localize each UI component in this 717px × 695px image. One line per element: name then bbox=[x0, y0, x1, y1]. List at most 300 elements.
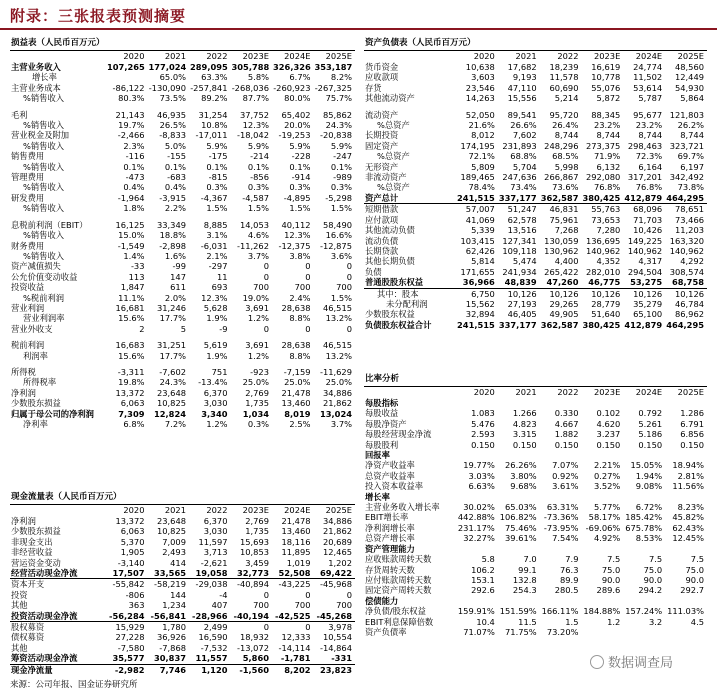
table-cell: 8.8% bbox=[289, 350, 311, 361]
table-row bbox=[364, 162, 707, 172]
table-cell: 2.3% bbox=[123, 140, 145, 151]
table-cell: 3.52% bbox=[593, 481, 621, 492]
table-cell: 65,402 bbox=[281, 109, 311, 120]
table-cell: 95,720 bbox=[549, 109, 579, 120]
table-cell: 289.6 bbox=[596, 585, 621, 596]
table-cell: 16,683 bbox=[115, 340, 145, 351]
table-row bbox=[10, 388, 355, 398]
table-cell: -14,114 bbox=[278, 642, 311, 653]
table-cell: -815 bbox=[208, 172, 228, 183]
table-cell: 5,628 bbox=[203, 302, 228, 313]
table-cell: 27,193 bbox=[507, 298, 537, 309]
table-cell: 8,202 bbox=[284, 664, 311, 675]
table-cell: 89.9 bbox=[560, 574, 579, 585]
table-cell: 0.3% bbox=[289, 182, 311, 193]
table-cell: 15,693 bbox=[239, 536, 269, 547]
table-cell: 363 bbox=[128, 600, 145, 611]
row-label: 普通股股东权益 bbox=[364, 277, 456, 288]
table-cell: 86,962 bbox=[674, 309, 704, 320]
table-cell: 6.791 bbox=[680, 418, 704, 429]
table-cell bbox=[581, 627, 623, 637]
table-cell: -13,072 bbox=[236, 642, 269, 653]
table-cell: -18,042 bbox=[236, 130, 269, 141]
row-label: 长期贷款 bbox=[365, 245, 399, 256]
table-cell: -214 bbox=[250, 151, 269, 162]
table-cell: 31,246 bbox=[156, 302, 186, 313]
table-cell: 57,007 bbox=[465, 204, 495, 215]
table-row bbox=[364, 93, 707, 103]
row-label: 净利润 bbox=[11, 516, 36, 526]
table-cell: 19,058 bbox=[189, 568, 231, 579]
table-cell: 12.3% bbox=[284, 230, 311, 241]
row-label: %销售收入 bbox=[23, 120, 65, 131]
table-cell: 21,862 bbox=[322, 526, 352, 537]
table-cell: -331 bbox=[314, 653, 356, 664]
row-label: 存货周转天数 bbox=[365, 564, 415, 575]
table-cell: 1.9% bbox=[206, 350, 228, 361]
table-cell: 11,895 bbox=[281, 547, 311, 558]
table-cell: 80.3% bbox=[118, 93, 145, 104]
table-cell: 140,962 bbox=[586, 245, 621, 256]
table-cell: 7,602 bbox=[512, 130, 537, 141]
table-cell: 8,885 bbox=[203, 219, 228, 230]
table-cell: 23,648 bbox=[156, 387, 186, 398]
table-cell: 693 bbox=[211, 282, 228, 293]
table-cell: 11,502 bbox=[633, 72, 663, 83]
row-label: 应收账款周转天数 bbox=[365, 554, 432, 565]
table-row bbox=[364, 288, 707, 299]
table-cell: 5.9% bbox=[206, 140, 228, 151]
table-row bbox=[10, 193, 355, 203]
table-header-row bbox=[364, 373, 707, 387]
table-cell bbox=[581, 544, 623, 554]
table-cell: 3,713 bbox=[203, 547, 228, 558]
table-cell: 5.476 bbox=[471, 418, 495, 429]
table-cell: 151.59% bbox=[499, 606, 537, 617]
table-cell: 3.2 bbox=[648, 616, 663, 627]
table-cell: 16,619 bbox=[591, 62, 621, 72]
table-row bbox=[364, 62, 707, 72]
row-label: 股权募资 bbox=[11, 622, 45, 633]
table-cell: -2,898 bbox=[159, 240, 186, 251]
table-cell: 53,614 bbox=[633, 82, 663, 93]
row-label: 税前利润 bbox=[11, 340, 45, 351]
table-row bbox=[10, 303, 355, 313]
table-cell: 1,847 bbox=[120, 282, 145, 293]
table-row bbox=[10, 409, 355, 419]
table-cell: 8,019 bbox=[284, 408, 311, 419]
table-row bbox=[364, 492, 707, 502]
table-cell: -257,841 bbox=[190, 82, 228, 93]
table-cell: 6,750 bbox=[471, 288, 495, 299]
table-cell bbox=[581, 450, 623, 460]
table-cell: 18,239 bbox=[549, 62, 579, 72]
table-cell: 3.03% bbox=[468, 470, 495, 481]
row-label: 净利率 bbox=[23, 419, 48, 429]
table-cell: 337,177 bbox=[498, 193, 540, 204]
table-row bbox=[10, 579, 355, 590]
table-row bbox=[364, 83, 707, 93]
table-cell: -56,841 bbox=[148, 611, 190, 622]
table-cell: 9.68% bbox=[510, 481, 537, 492]
row-label: 净负债/股东权益 bbox=[365, 606, 426, 617]
table-cell: 109,118 bbox=[502, 245, 537, 256]
table-cell: 85,862 bbox=[322, 109, 352, 120]
table-cell: 12.3% bbox=[242, 120, 269, 131]
table-cell: 9.08% bbox=[635, 481, 663, 492]
table-cell: 3.8% bbox=[289, 250, 311, 261]
table-cell: -6,031 bbox=[200, 240, 228, 251]
table-cell: -7,159 bbox=[283, 366, 311, 377]
table-cell: 5,998 bbox=[554, 161, 579, 172]
table-cell: 19.8% bbox=[118, 377, 145, 388]
table-cell: -56,284 bbox=[106, 611, 148, 622]
table-cell: 37,752 bbox=[239, 109, 269, 120]
table-cell: 69.7% bbox=[677, 151, 704, 162]
table-cell: 1.94% bbox=[635, 470, 663, 481]
table-cell: 25.0% bbox=[242, 377, 269, 388]
table-cell: 0.330 bbox=[554, 408, 579, 419]
table-cell: 611 bbox=[170, 282, 186, 293]
table-cell: 0 bbox=[346, 271, 352, 282]
row-label: 其中：股本 bbox=[377, 288, 419, 299]
table-cell bbox=[581, 596, 623, 606]
table-cell: 72.1% bbox=[468, 151, 495, 162]
table-cell: 15.05% bbox=[630, 460, 663, 471]
table-cell: 75.46% bbox=[505, 522, 537, 533]
table-cell: 14,263 bbox=[465, 93, 495, 104]
table-cell: 48,839 bbox=[498, 277, 540, 288]
table-cell: 280.5 bbox=[554, 585, 579, 596]
table-cell: 147 bbox=[170, 271, 186, 282]
table-cell: 0 bbox=[305, 323, 311, 334]
row-label: 净利润增长率 bbox=[365, 522, 415, 533]
row-label: 总资产增长率 bbox=[365, 533, 415, 544]
row-label: 投资收益 bbox=[11, 282, 45, 293]
table-cell: -7,602 bbox=[159, 366, 186, 377]
table-cell: 294,504 bbox=[627, 266, 663, 277]
table-row bbox=[364, 256, 707, 266]
table-row bbox=[10, 151, 355, 161]
row-label: 短期借款 bbox=[365, 204, 399, 215]
table-cell: 5,704 bbox=[512, 161, 537, 172]
table-cell: 28,638 bbox=[281, 302, 311, 313]
row-label: 流动资产 bbox=[365, 109, 399, 120]
table-row bbox=[364, 267, 707, 277]
table-cell: 6,197 bbox=[680, 161, 704, 172]
table-cell: 2 bbox=[139, 323, 145, 334]
table-cell bbox=[623, 398, 665, 408]
table-cell: -267,325 bbox=[314, 82, 352, 93]
table-cell: -4,587 bbox=[242, 192, 269, 203]
table-cell: 71.75% bbox=[505, 626, 537, 637]
row-label: 固定资产 bbox=[365, 140, 399, 151]
row-label: %销售收入 bbox=[23, 250, 65, 261]
table-cell: 31,254 bbox=[198, 109, 228, 120]
table-cell: 18,932 bbox=[239, 632, 269, 643]
table-cell: 5.261 bbox=[638, 418, 663, 429]
table-cell: -42,525 bbox=[272, 611, 314, 622]
table-cell: 7,280 bbox=[596, 225, 621, 236]
table-title: 损益表（人民币百万元） bbox=[10, 37, 355, 51]
table-row bbox=[10, 130, 355, 140]
table-cell: 1.6% bbox=[164, 250, 186, 261]
table-row bbox=[10, 600, 355, 610]
table-cell: 2.21% bbox=[593, 460, 621, 471]
table-row bbox=[10, 261, 355, 271]
row-label: 少数股东权益 bbox=[365, 309, 415, 320]
watermark-text: 数据调查局 bbox=[608, 656, 674, 671]
table-cell: 7.0 bbox=[523, 554, 537, 565]
table-cell: 80.0% bbox=[284, 93, 311, 104]
table-cell: 3.80% bbox=[510, 470, 537, 481]
table-cell: 23,648 bbox=[156, 516, 186, 526]
row-label: 每股收益 bbox=[365, 408, 399, 419]
table-row bbox=[10, 526, 355, 536]
table-cell: 6.72% bbox=[635, 502, 663, 513]
table-row bbox=[364, 450, 707, 460]
table-cell: 5.77% bbox=[593, 502, 621, 513]
table-cell: 36,926 bbox=[156, 632, 186, 643]
table-cell: 4.620 bbox=[596, 418, 621, 429]
table-cell: 0 bbox=[263, 271, 269, 282]
table-cell: 136,695 bbox=[586, 235, 621, 246]
table-cell: 2.2% bbox=[164, 203, 186, 214]
row-label: 所得税 bbox=[11, 366, 36, 377]
table-cell bbox=[498, 492, 540, 502]
row-label: 其他 bbox=[11, 600, 28, 611]
page-title: 附录：三张报表预测摘要 bbox=[10, 7, 187, 25]
table-cell: 412,879 bbox=[624, 319, 663, 330]
table-row bbox=[10, 110, 355, 120]
row-label: 应收款项 bbox=[365, 72, 399, 83]
table-row bbox=[10, 367, 355, 377]
table-cell: 62,426 bbox=[465, 245, 495, 256]
table-row bbox=[10, 93, 355, 103]
table-cell: 0.150 bbox=[638, 439, 663, 450]
source-note: 来源：公司年报、国金证券研究所 bbox=[10, 680, 138, 690]
table-cell: 39.61% bbox=[505, 533, 537, 544]
table-cell: 111.03% bbox=[667, 606, 704, 617]
table-cell: 10,778 bbox=[591, 72, 621, 83]
table-cell: 58,490 bbox=[322, 219, 352, 230]
table-cell: 34,886 bbox=[322, 387, 352, 398]
table-cell: -3,915 bbox=[159, 192, 186, 203]
table-row bbox=[364, 575, 707, 585]
table-cell: 292,080 bbox=[586, 172, 621, 183]
table-cell: 121,803 bbox=[669, 109, 704, 120]
table-row bbox=[10, 203, 355, 213]
table-cell: 189,465 bbox=[460, 172, 495, 183]
table-cell: 159.91% bbox=[457, 606, 495, 617]
table-cell: 1,234 bbox=[162, 600, 186, 611]
row-label: 营业利润率 bbox=[23, 313, 65, 324]
table-row bbox=[10, 120, 355, 130]
row-label: 研发费用 bbox=[11, 192, 45, 203]
column-header: 2021 bbox=[164, 505, 186, 515]
table-cell: 8.23% bbox=[677, 502, 704, 513]
table-cell: 16,590 bbox=[198, 632, 228, 643]
table-cell: 0.1% bbox=[206, 161, 228, 172]
table-cell: 675.78% bbox=[625, 522, 663, 533]
table-cell: -5,298 bbox=[325, 192, 352, 203]
table-cell bbox=[456, 596, 498, 606]
table-cell: 26.5% bbox=[159, 120, 186, 131]
table-cell: 10.8% bbox=[201, 120, 228, 131]
table-header-row bbox=[364, 37, 707, 51]
table-row bbox=[364, 523, 707, 533]
table-cell: -473 bbox=[125, 172, 145, 183]
table-cell: 5 bbox=[180, 323, 186, 334]
table-cell: 3,459 bbox=[245, 557, 269, 568]
table-cell: -7,868 bbox=[159, 642, 186, 653]
table-cell: 4,400 bbox=[554, 256, 579, 267]
table-cell: 65.03% bbox=[505, 502, 537, 513]
table-cell: 0 bbox=[263, 589, 269, 600]
table-cell: 26.4% bbox=[552, 120, 579, 131]
table-cell: 4,352 bbox=[596, 256, 621, 267]
table-row bbox=[364, 481, 707, 491]
table-cell: 751 bbox=[211, 366, 228, 377]
table-row bbox=[364, 408, 707, 418]
table-cell: 248,296 bbox=[544, 140, 579, 151]
row-label: 资本开支 bbox=[11, 579, 45, 590]
table-cell: 8,012 bbox=[471, 130, 495, 141]
table-cell: 34,886 bbox=[322, 516, 352, 526]
table-cell: -7,532 bbox=[200, 642, 228, 653]
table-cell: 0.792 bbox=[638, 408, 663, 419]
column-header: 2020 bbox=[473, 51, 495, 61]
table-cell: 11.56% bbox=[672, 481, 704, 492]
table-cell: 308,574 bbox=[669, 266, 704, 277]
table-cell: 282,010 bbox=[586, 266, 621, 277]
column-header: 2020 bbox=[473, 387, 495, 397]
column-header: 2021 bbox=[164, 51, 186, 61]
column-header: 2024E bbox=[635, 51, 663, 61]
table-cell: 68,758 bbox=[665, 277, 707, 288]
table-cell: 49,905 bbox=[549, 309, 579, 320]
table-cell: -13.4% bbox=[198, 377, 228, 388]
row-label: %总资产 bbox=[377, 182, 410, 193]
row-label: 货币资金 bbox=[365, 62, 399, 72]
table-cell: 21,862 bbox=[322, 398, 352, 409]
table-cell: 21.6% bbox=[468, 120, 495, 131]
table-cell: -989 bbox=[333, 172, 352, 183]
table-cell: 7,309 bbox=[118, 408, 145, 419]
table-cell: 11,203 bbox=[674, 225, 704, 236]
table-title: 现金流量表（人民币百万元） bbox=[10, 491, 355, 505]
table-cell: 90.0 bbox=[685, 574, 704, 585]
table-row bbox=[364, 617, 707, 627]
table-cell: 317,201 bbox=[627, 172, 663, 183]
row-label: 每股经营现金净流 bbox=[365, 429, 432, 440]
table-cell: 0.150 bbox=[471, 439, 495, 450]
table-cell: 5,474 bbox=[512, 256, 537, 267]
table-cell: 7,009 bbox=[162, 536, 186, 547]
table-cell: -914 bbox=[291, 172, 311, 183]
table-cell: 35,279 bbox=[633, 298, 663, 309]
row-label: 增长率 bbox=[32, 72, 57, 83]
table-cell: 4.5 bbox=[690, 616, 704, 627]
table-cell: 0.4% bbox=[123, 182, 145, 193]
table-cell: -1,560 bbox=[239, 664, 269, 675]
table-cell bbox=[456, 544, 498, 554]
table-cell: 13.2% bbox=[325, 313, 352, 324]
table-cell: 1,905 bbox=[120, 547, 145, 558]
table-cell: 32,894 bbox=[465, 309, 495, 320]
table-cell: 75.0 bbox=[601, 564, 621, 575]
table-cell: -12,375 bbox=[278, 240, 311, 251]
table-cell bbox=[456, 492, 498, 502]
column-header: 2023E bbox=[593, 387, 621, 397]
table-cell: 5,872 bbox=[596, 93, 621, 104]
table-cell: 5.8 bbox=[481, 554, 495, 565]
table-cell: 15.0% bbox=[118, 230, 145, 241]
table-cell: 113 bbox=[128, 271, 145, 282]
table-cell: 76.8% bbox=[593, 182, 621, 193]
table-cell: 29,265 bbox=[549, 298, 579, 309]
table-cell: 292.6 bbox=[471, 585, 495, 596]
table-cell: 1.2% bbox=[247, 313, 269, 324]
table-cell: 45.82% bbox=[672, 512, 704, 523]
table-cell: 2.593 bbox=[471, 429, 495, 440]
table-row bbox=[10, 547, 355, 557]
table-cell: 106.2 bbox=[471, 564, 495, 575]
table-cell: 16.6% bbox=[325, 230, 352, 241]
table-cell: 5,370 bbox=[120, 536, 145, 547]
table-row bbox=[364, 320, 707, 330]
table-row bbox=[10, 611, 355, 622]
table-cell: 0.150 bbox=[512, 439, 537, 450]
table-cell: 464,295 bbox=[665, 193, 707, 204]
table-cell: 75.0 bbox=[685, 564, 704, 575]
table-cell: 0.150 bbox=[680, 439, 704, 450]
table-cell: 700 bbox=[253, 600, 269, 611]
table-cell: 3.6% bbox=[330, 250, 352, 261]
table-cell: 241,934 bbox=[502, 266, 537, 277]
row-label: 债权募资 bbox=[11, 632, 45, 643]
column-header: 2022 bbox=[557, 51, 579, 61]
table-cell: 8.8% bbox=[289, 313, 311, 324]
table-cell: 46,935 bbox=[156, 109, 186, 120]
row-label: 投资活动现金净流 bbox=[10, 611, 106, 622]
row-label: 偿债能力 bbox=[365, 595, 399, 606]
table-cell: 76.3 bbox=[560, 564, 579, 575]
table-cell: 90.0 bbox=[601, 574, 621, 585]
table-cell: 700 bbox=[336, 600, 352, 611]
table-cell: 19.0% bbox=[242, 292, 269, 303]
table-cell: 32,773 bbox=[231, 568, 273, 579]
table-cell: -260,923 bbox=[273, 82, 311, 93]
table-cell: -29,038 bbox=[195, 579, 228, 590]
row-label: 非现金支出 bbox=[11, 536, 53, 547]
table-cell: 15,929 bbox=[115, 622, 145, 633]
row-label: 财务费用 bbox=[11, 240, 45, 251]
table-cell: 68.5% bbox=[552, 151, 579, 162]
table-cell: 1,780 bbox=[162, 622, 186, 633]
table-cell: 265,422 bbox=[544, 266, 579, 277]
table-cell: -4,895 bbox=[283, 192, 311, 203]
row-label: 公允价值变动收益 bbox=[11, 271, 78, 282]
table-cell: 1.9% bbox=[206, 313, 228, 324]
table-cell: 7.5 bbox=[648, 554, 663, 565]
table-cell: 69,422 bbox=[314, 568, 356, 579]
table-cell: -175 bbox=[208, 151, 228, 162]
table-cell: 73.4% bbox=[510, 182, 537, 193]
table-cell: 3.1% bbox=[206, 230, 228, 241]
wechat-logo-icon bbox=[590, 655, 604, 669]
table-row bbox=[364, 182, 707, 192]
